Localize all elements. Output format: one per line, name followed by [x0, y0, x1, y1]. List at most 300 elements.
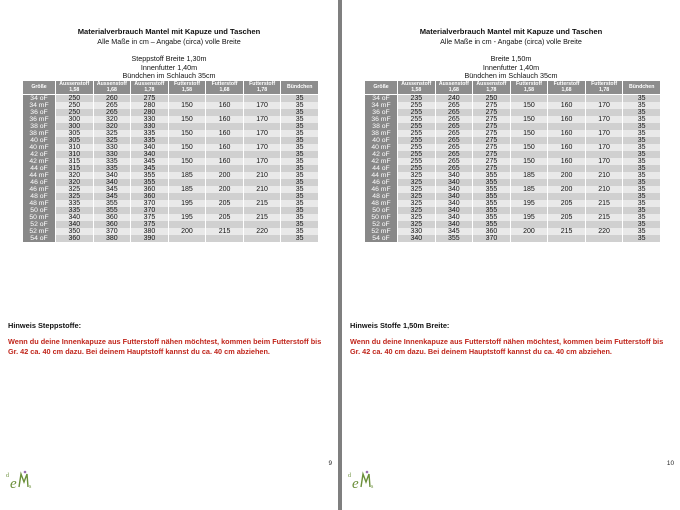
- hint-label: Hinweis Steppstoffe:: [8, 321, 82, 330]
- value-cell: [548, 193, 586, 200]
- value-cell: 210: [585, 172, 623, 179]
- size-cell: 52 oF: [23, 221, 56, 228]
- value-cell: [243, 221, 281, 228]
- value-cell: 35: [281, 172, 319, 179]
- size-cell: 52 mF: [365, 228, 398, 235]
- value-cell: 255: [398, 151, 436, 158]
- size-cell: 54 oF: [365, 235, 398, 242]
- page-subtitle: Alle Maße in cm - Angabe (circa) volle Breite: [440, 37, 582, 46]
- value-cell: 250: [56, 95, 94, 103]
- table-row: [23, 116, 319, 123]
- value-cell: 160: [548, 102, 586, 109]
- column-header: Größe: [23, 81, 56, 95]
- value-cell: 200: [206, 172, 244, 179]
- size-cell: 50 mF: [365, 214, 398, 221]
- value-cell: [510, 109, 548, 116]
- value-cell: 360: [56, 235, 94, 242]
- value-cell: 370: [93, 228, 131, 235]
- size-cell: 36 oF: [365, 109, 398, 116]
- value-cell: 210: [585, 186, 623, 193]
- value-cell: 170: [585, 144, 623, 151]
- value-cell: 325: [398, 193, 436, 200]
- value-cell: [168, 123, 206, 130]
- size-cell: 40 oF: [23, 137, 56, 144]
- value-cell: 265: [435, 137, 473, 144]
- value-cell: [206, 123, 244, 130]
- value-cell: 370: [131, 200, 169, 207]
- value-cell: 150: [510, 116, 548, 123]
- page-number: 10: [666, 460, 674, 467]
- table-row: [365, 151, 661, 158]
- value-cell: 330: [93, 151, 131, 158]
- value-cell: [548, 165, 586, 172]
- table-row: [365, 130, 661, 137]
- value-cell: 265: [435, 158, 473, 165]
- table-row: [23, 123, 319, 130]
- value-cell: 35: [623, 151, 661, 158]
- value-cell: 195: [510, 214, 548, 221]
- svg-text:e: e: [10, 476, 17, 490]
- value-cell: 170: [585, 116, 623, 123]
- value-cell: 35: [281, 200, 319, 207]
- value-cell: 305: [56, 130, 94, 137]
- value-cell: 150: [510, 102, 548, 109]
- value-cell: 35: [281, 116, 319, 123]
- value-cell: 35: [281, 109, 319, 116]
- value-cell: [168, 235, 206, 242]
- size-cell: 38 mF: [23, 130, 56, 137]
- value-cell: 35: [623, 102, 661, 109]
- value-cell: [510, 179, 548, 186]
- value-cell: 160: [206, 102, 244, 109]
- value-cell: 275: [473, 158, 511, 165]
- value-cell: 330: [131, 116, 169, 123]
- value-cell: 340: [435, 214, 473, 221]
- value-cell: 325: [93, 137, 131, 144]
- value-cell: 265: [435, 144, 473, 151]
- table-row: [23, 221, 319, 228]
- value-cell: 335: [56, 200, 94, 207]
- value-cell: 35: [623, 109, 661, 116]
- value-cell: 335: [93, 158, 131, 165]
- lining-width-spec: Innenfutter 1,40m: [140, 63, 198, 72]
- value-cell: 160: [206, 116, 244, 123]
- value-cell: [243, 151, 281, 158]
- value-cell: [243, 165, 281, 172]
- value-cell: 340: [56, 214, 94, 221]
- value-cell: 35: [623, 137, 661, 144]
- size-cell: 46 oF: [365, 179, 398, 186]
- table-row: [365, 179, 661, 186]
- value-cell: 330: [398, 228, 436, 235]
- value-cell: 265: [93, 109, 131, 116]
- value-cell: 360: [473, 228, 511, 235]
- value-cell: 195: [168, 214, 206, 221]
- value-cell: 35: [281, 207, 319, 214]
- value-cell: [585, 123, 623, 130]
- value-cell: 335: [56, 207, 94, 214]
- column-header: Futterstoff 1,58: [168, 81, 206, 95]
- column-header: Aussenstoff 1,68: [93, 81, 131, 95]
- value-cell: 355: [473, 200, 511, 207]
- value-cell: [206, 193, 244, 200]
- value-cell: 250: [56, 102, 94, 109]
- document-page-9: [0, 0, 338, 510]
- value-cell: [510, 151, 548, 158]
- logo-icon: [4, 468, 36, 490]
- value-cell: 350: [56, 228, 94, 235]
- value-cell: [243, 235, 281, 242]
- value-cell: 170: [243, 130, 281, 137]
- size-cell: 44 oF: [365, 165, 398, 172]
- value-cell: 205: [206, 214, 244, 221]
- logo-icon: [346, 468, 378, 490]
- size-cell: 40 mF: [365, 144, 398, 151]
- value-cell: 335: [131, 137, 169, 144]
- value-cell: 345: [131, 165, 169, 172]
- value-cell: 35: [281, 186, 319, 193]
- value-cell: 340: [93, 179, 131, 186]
- column-header: Futterstoff 1,68: [548, 81, 586, 95]
- table-row: [23, 179, 319, 186]
- table-row: [23, 95, 319, 103]
- page-title: Materialverbrauch Mantel mit Kapuze und Taschen: [419, 27, 603, 36]
- table-row: [365, 200, 661, 207]
- value-cell: 255: [398, 116, 436, 123]
- value-cell: [168, 151, 206, 158]
- value-cell: 150: [168, 116, 206, 123]
- value-cell: 255: [398, 123, 436, 130]
- svg-text:d: d: [348, 473, 351, 479]
- document-page-10: [342, 0, 680, 510]
- value-cell: [548, 137, 586, 144]
- value-cell: 330: [93, 144, 131, 151]
- value-cell: [206, 235, 244, 242]
- value-cell: [585, 137, 623, 144]
- value-cell: 355: [473, 207, 511, 214]
- value-cell: 340: [435, 193, 473, 200]
- value-cell: 240: [435, 95, 473, 103]
- value-cell: 160: [548, 144, 586, 151]
- value-cell: [206, 95, 244, 103]
- value-cell: [206, 207, 244, 214]
- value-cell: [168, 137, 206, 144]
- table-row: [23, 172, 319, 179]
- value-cell: [510, 95, 548, 103]
- value-cell: 340: [93, 172, 131, 179]
- value-cell: 325: [398, 172, 436, 179]
- value-cell: [585, 165, 623, 172]
- value-cell: [548, 235, 586, 242]
- value-cell: 35: [623, 221, 661, 228]
- value-cell: 255: [398, 144, 436, 151]
- value-cell: 160: [206, 158, 244, 165]
- value-cell: 250: [56, 109, 94, 116]
- value-cell: 195: [168, 200, 206, 207]
- svg-text:s: s: [371, 484, 374, 490]
- value-cell: 325: [398, 207, 436, 214]
- size-cell: 34 oF: [23, 95, 56, 103]
- table-row: [23, 186, 319, 193]
- value-cell: 375: [131, 214, 169, 221]
- value-cell: 185: [510, 172, 548, 179]
- value-cell: 215: [585, 200, 623, 207]
- size-cell: 42 oF: [365, 151, 398, 158]
- column-header: Aussenstoff 1,78: [473, 81, 511, 95]
- value-cell: [510, 235, 548, 242]
- table-row: [365, 144, 661, 151]
- fabric-width-spec: Steppstoff Breite 1,30m: [131, 54, 207, 63]
- value-cell: 250: [473, 95, 511, 103]
- table-row: [365, 172, 661, 179]
- value-cell: 150: [168, 158, 206, 165]
- value-cell: [585, 179, 623, 186]
- value-cell: [585, 235, 623, 242]
- value-cell: 35: [623, 179, 661, 186]
- table-row: [365, 186, 661, 193]
- table-row: [23, 165, 319, 172]
- size-cell: 34 mF: [365, 102, 398, 109]
- size-cell: 36 oF: [23, 109, 56, 116]
- value-cell: 150: [510, 130, 548, 137]
- size-cell: 34 mF: [23, 102, 56, 109]
- column-header: Futterstoff 1,78: [585, 81, 623, 95]
- value-cell: [548, 123, 586, 130]
- value-cell: 35: [281, 235, 319, 242]
- value-cell: 255: [398, 130, 436, 137]
- value-cell: 170: [243, 158, 281, 165]
- value-cell: 255: [398, 102, 436, 109]
- value-cell: 35: [281, 228, 319, 235]
- column-header: Größe: [365, 81, 398, 95]
- value-cell: 255: [398, 109, 436, 116]
- value-cell: 265: [435, 151, 473, 158]
- cuff-spec: Bündchen im Schlauch 35cm: [122, 71, 216, 80]
- table-row: [365, 207, 661, 214]
- value-cell: 35: [281, 214, 319, 221]
- value-cell: 200: [206, 186, 244, 193]
- size-cell: 52 mF: [23, 228, 56, 235]
- value-cell: 325: [398, 214, 436, 221]
- table-row: [365, 109, 661, 116]
- value-cell: 340: [435, 172, 473, 179]
- value-cell: 345: [131, 158, 169, 165]
- value-cell: 265: [435, 130, 473, 137]
- value-cell: 200: [168, 228, 206, 235]
- value-cell: [206, 109, 244, 116]
- value-cell: [548, 207, 586, 214]
- value-cell: 35: [623, 214, 661, 221]
- value-cell: 170: [585, 158, 623, 165]
- value-cell: [243, 193, 281, 200]
- value-cell: 160: [548, 116, 586, 123]
- value-cell: 35: [623, 200, 661, 207]
- value-cell: [168, 109, 206, 116]
- svg-text:e: e: [352, 476, 359, 490]
- table-header-row: [365, 81, 661, 95]
- value-cell: 215: [243, 200, 281, 207]
- value-cell: 340: [435, 179, 473, 186]
- value-cell: 345: [435, 228, 473, 235]
- value-cell: 375: [131, 221, 169, 228]
- table-row: [365, 116, 661, 123]
- value-cell: 265: [93, 102, 131, 109]
- page-subtitle: Alle Maße in cm – Angabe (circa) volle Breite: [97, 37, 241, 46]
- size-cell: 44 mF: [365, 172, 398, 179]
- value-cell: 35: [281, 193, 319, 200]
- table-row: [23, 144, 319, 151]
- value-cell: 355: [93, 207, 131, 214]
- value-cell: 280: [131, 109, 169, 116]
- value-cell: 315: [56, 165, 94, 172]
- table-row: [365, 123, 661, 130]
- value-cell: 35: [623, 130, 661, 137]
- size-cell: 38 oF: [365, 123, 398, 130]
- column-header: Bündchen: [623, 81, 661, 95]
- value-cell: 170: [243, 116, 281, 123]
- value-cell: 195: [510, 200, 548, 207]
- value-cell: [510, 207, 548, 214]
- table-row: [365, 165, 661, 172]
- value-cell: 340: [435, 221, 473, 228]
- hint-text: Wenn du deine Innenkapuze aus Futterstoff nähen möchtest, kommen beim Futterstoff bis Gr. 42 ca. 40 cm dazu. Bei deinem Hauptstoff kannst du ca. 40 cm abziehen.: [8, 337, 322, 356]
- value-cell: 340: [131, 151, 169, 158]
- value-cell: 320: [56, 179, 94, 186]
- column-header: Futterstoff 1,58: [510, 81, 548, 95]
- value-cell: 200: [510, 228, 548, 235]
- value-cell: [243, 137, 281, 144]
- svg-text:s: s: [29, 484, 32, 490]
- size-cell: 54 oF: [23, 235, 56, 242]
- value-cell: 275: [473, 137, 511, 144]
- value-cell: 35: [623, 172, 661, 179]
- value-cell: 35: [281, 95, 319, 103]
- size-cell: 38 mF: [365, 130, 398, 137]
- value-cell: 300: [56, 123, 94, 130]
- value-cell: 220: [585, 228, 623, 235]
- table-row: [365, 102, 661, 109]
- value-cell: 380: [93, 235, 131, 242]
- value-cell: 150: [168, 130, 206, 137]
- value-cell: 265: [435, 116, 473, 123]
- value-cell: 255: [398, 137, 436, 144]
- lining-width-spec: Innenfutter 1,40m: [482, 63, 540, 72]
- table-row: [365, 221, 661, 228]
- value-cell: 355: [473, 193, 511, 200]
- value-cell: [168, 193, 206, 200]
- value-cell: [243, 207, 281, 214]
- value-cell: 35: [281, 144, 319, 151]
- value-cell: [548, 95, 586, 103]
- value-cell: [510, 137, 548, 144]
- value-cell: 35: [281, 123, 319, 130]
- value-cell: 265: [435, 165, 473, 172]
- value-cell: 275: [473, 102, 511, 109]
- table-row: [365, 214, 661, 221]
- value-cell: 330: [131, 123, 169, 130]
- value-cell: 325: [398, 221, 436, 228]
- size-cell: 50 oF: [365, 207, 398, 214]
- value-cell: 265: [435, 102, 473, 109]
- value-cell: 215: [206, 228, 244, 235]
- size-cell: 48 mF: [365, 200, 398, 207]
- value-cell: 35: [623, 207, 661, 214]
- value-cell: 275: [473, 165, 511, 172]
- value-cell: [206, 151, 244, 158]
- value-cell: 35: [623, 95, 661, 103]
- table-row: [365, 235, 661, 242]
- value-cell: [206, 165, 244, 172]
- value-cell: 335: [93, 165, 131, 172]
- value-cell: 215: [548, 228, 586, 235]
- value-cell: [168, 179, 206, 186]
- value-cell: 355: [473, 186, 511, 193]
- column-header: Aussenstoff 1,68: [435, 81, 473, 95]
- value-cell: 355: [473, 172, 511, 179]
- value-cell: 360: [131, 186, 169, 193]
- value-cell: 205: [548, 200, 586, 207]
- value-cell: 345: [93, 186, 131, 193]
- cuff-spec: Bündchen im Schlauch 35cm: [464, 71, 558, 80]
- value-cell: 210: [243, 186, 281, 193]
- value-cell: 150: [510, 144, 548, 151]
- value-cell: 275: [473, 116, 511, 123]
- value-cell: [585, 193, 623, 200]
- value-cell: 265: [435, 109, 473, 116]
- value-cell: 370: [473, 235, 511, 242]
- table-row: [23, 151, 319, 158]
- value-cell: 315: [56, 158, 94, 165]
- size-cell: 48 mF: [23, 200, 56, 207]
- size-cell: 34 oF: [365, 95, 398, 103]
- table-row: [23, 207, 319, 214]
- value-cell: 35: [281, 221, 319, 228]
- value-cell: 170: [243, 144, 281, 151]
- value-cell: [243, 95, 281, 103]
- value-cell: 35: [281, 130, 319, 137]
- value-cell: 35: [623, 116, 661, 123]
- value-cell: [168, 165, 206, 172]
- value-cell: 275: [473, 144, 511, 151]
- value-cell: 275: [473, 151, 511, 158]
- size-cell: 50 mF: [23, 214, 56, 221]
- value-cell: [585, 109, 623, 116]
- value-cell: [510, 193, 548, 200]
- value-cell: 35: [281, 179, 319, 186]
- value-cell: 35: [623, 158, 661, 165]
- size-cell: 46 oF: [23, 179, 56, 186]
- value-cell: 160: [206, 144, 244, 151]
- column-header: Aussenstoff 1,58: [398, 81, 436, 95]
- value-cell: [548, 109, 586, 116]
- value-cell: [585, 207, 623, 214]
- table-row: [365, 137, 661, 144]
- value-cell: [548, 151, 586, 158]
- value-cell: 205: [206, 200, 244, 207]
- page-number: 9: [328, 460, 332, 467]
- value-cell: 160: [548, 158, 586, 165]
- value-cell: 355: [473, 179, 511, 186]
- fabric-width-spec: Breite 1,50m: [490, 54, 532, 63]
- material-table: [22, 80, 319, 242]
- value-cell: 235: [398, 95, 436, 103]
- value-cell: 355: [473, 221, 511, 228]
- value-cell: 150: [168, 144, 206, 151]
- size-cell: 48 oF: [365, 193, 398, 200]
- size-cell: 42 mF: [23, 158, 56, 165]
- value-cell: 35: [623, 186, 661, 193]
- value-cell: 325: [398, 179, 436, 186]
